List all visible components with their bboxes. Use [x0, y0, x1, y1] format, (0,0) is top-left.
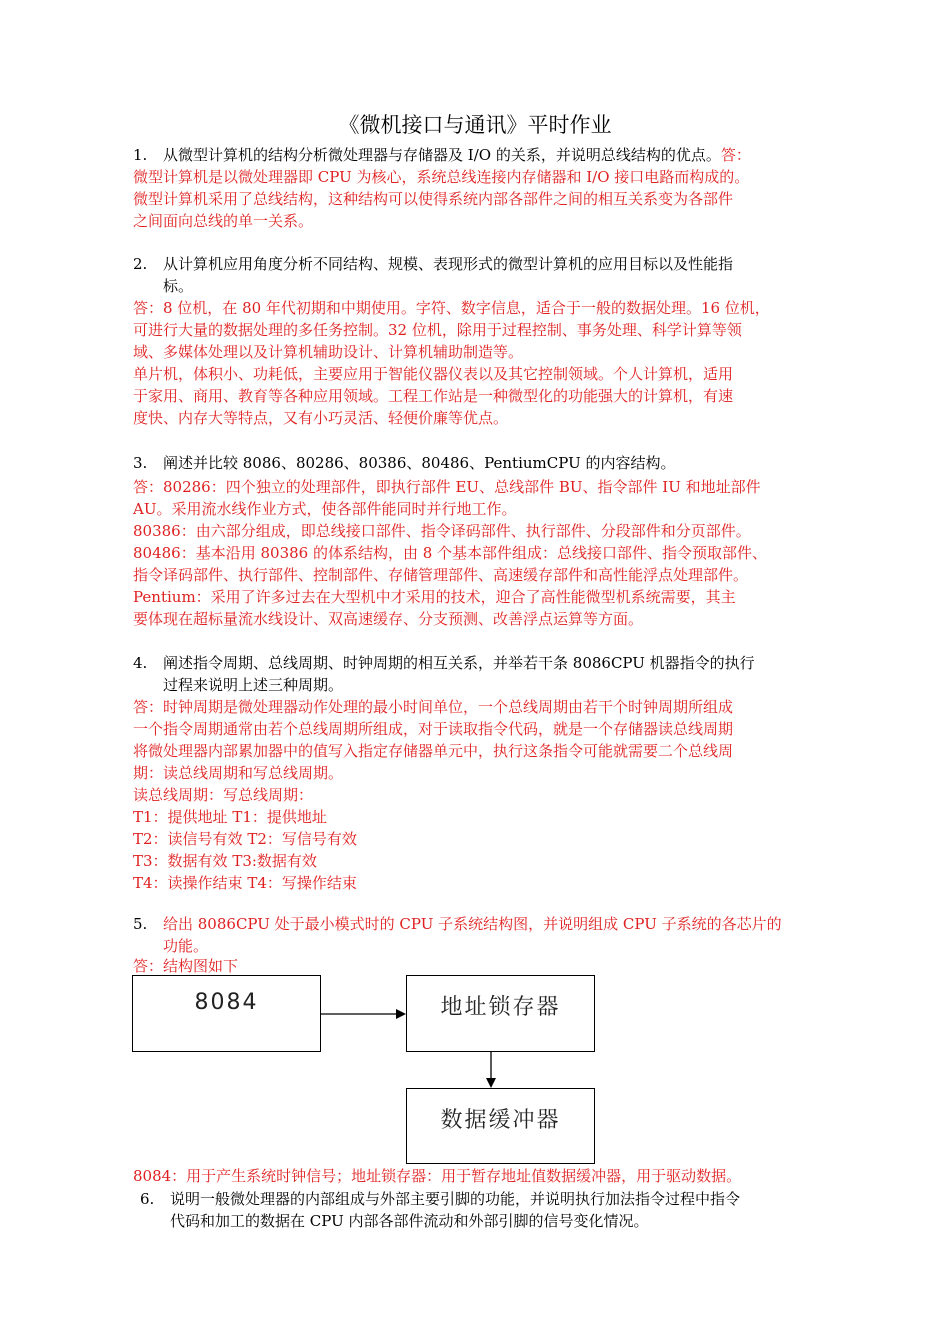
- answer-5-head: [133, 955, 833, 977]
- question-text-line: 功能。: [163, 937, 209, 955]
- document-title: 《微机接口与通讯》平时作业: [338, 113, 612, 137]
- question-text: 从微型计算机的结构分析微处理器与存储器及 I/O 的关系，并说明总线结构的优点。: [163, 146, 721, 164]
- answer-line: T2：读信号有效 T2：写信号有效: [133, 830, 357, 848]
- answer-5-tail: [133, 1165, 833, 1187]
- answer-line: 答：时钟周期是微处理器动作处理的最小时间单位，一个总线周期由若干个时钟周期所组成: [133, 698, 734, 716]
- question-number: 4.: [133, 654, 148, 672]
- answer-line: T1：提供地址 T1：提供地址: [133, 808, 327, 826]
- answer-line: 期：读总线周期和写总线周期。: [133, 764, 344, 782]
- diagram-box-label: 8084: [194, 990, 259, 1015]
- question-text-line: 说明一般微处理器的内部组成与外部主要引脚的功能，并说明执行加法指令过程中指令: [170, 1190, 741, 1208]
- question-1: [133, 144, 823, 166]
- diagram-box-label: 数据缓冲器: [440, 1108, 561, 1133]
- arrow-down-head: [486, 1078, 496, 1088]
- question-5: [133, 913, 823, 957]
- answer-1: [133, 166, 833, 232]
- answer-line: 80486：基本沿用 80386 的体系结构，由 8 个基本部件组成：总线接口部件、指令预取部件、: [133, 544, 768, 562]
- question-number: 5.: [133, 915, 148, 933]
- answer-line: Pentium：采用了许多过去在大型机中才采用的技术，迎合了高性能微型机系统需要，其主: [133, 588, 736, 606]
- answer-line: 8084：用于产生系统时钟信号；地址锁存器：用于暂存地址值数据缓冲器，用于驱动数据。: [133, 1167, 742, 1185]
- question-text-line: 阐述指令周期、总线周期、时钟周期的相互关系，并举若干条 8086CPU 机器指令的执行: [163, 654, 755, 672]
- question-text: 阐述并比较 8086、80286、80386、80486、PentiumCPU 的内容结构。: [163, 454, 676, 472]
- answer-line: 于家用、商用、教育等各种应用领域。工程工作站是一种微型化的功能强大的计算机，有速: [133, 387, 734, 405]
- answer-4: [133, 696, 833, 894]
- answer-line: T4：读操作结束 T4：写操作结束: [133, 874, 357, 892]
- question-text-line: 标。: [163, 277, 194, 295]
- answer-line: 域、多媒体处理以及计算机辅助设计、计算机辅助制造等。: [133, 343, 524, 361]
- question-number: 2.: [133, 255, 148, 273]
- answer-2: [133, 297, 833, 429]
- answer-line: 将微处理器内部累加器中的值写入指定存储器单元中，执行这条指令可能就需要二个总线周: [133, 742, 734, 760]
- answer-line: 指令译码部件、执行部件、控制部件、存储管理部件、高速缓存部件和高性能浮点处理部件。: [133, 566, 749, 584]
- answer-line: 可进行大量的数据处理的多任务控制。32 位机，除用于过程控制、事务处理、科学计算等领: [133, 321, 742, 339]
- answer-line: 要体现在超标量流水线设计、双高速缓存、分支预测、改善浮点运算等方面。: [133, 610, 644, 628]
- answer-line: 一个指令周期通常由若个总线周期所组成，对于读取指令代码，就是一个存储器读总线周期: [133, 720, 734, 738]
- answer-line: 单片机，体积小、功耗低，主要应用于智能仪器仪表以及其它控制领域。个人计算机，适用: [133, 365, 734, 383]
- arrow-right-head: [396, 1009, 406, 1019]
- diagram-box-label: 地址锁存器: [440, 995, 561, 1020]
- question-text-line: 给出 8086CPU 处于最小模式时的 CPU 子系统结构图，并说明组成 CPU 子系统的各芯片的: [163, 915, 782, 933]
- answer-line: 答：结构图如下: [133, 957, 239, 975]
- answer-line: T3：数据有效 T3:数据有效: [133, 852, 317, 870]
- question-6: [140, 1188, 830, 1232]
- question-text-line: 代码和加工的数据在 CPU 内部各部件流动和外部引脚的信号变化情况。: [170, 1212, 649, 1230]
- question-text-line: 过程来说明上述三种周期。: [163, 676, 344, 694]
- answer-line: AU。采用流水线作业方式，使各部件能同时并行地工作。: [133, 500, 517, 518]
- answer-line: 度快、内存大等特点，又有小巧灵活、轻便价廉等优点。: [133, 409, 509, 427]
- answer-line: 读总线周期：写总线周期：: [133, 786, 314, 804]
- answer-line: 微型计算机采用了总线结构，这种结构可以使得系统内部各部件之间的相互关系变为各部件: [133, 190, 734, 208]
- answer-line: 之间面向总线的单一关系。: [133, 212, 314, 230]
- question-number: 3.: [133, 454, 148, 472]
- question-2: [133, 253, 823, 297]
- cpu-subsystem-diagram: [132, 975, 602, 1165]
- answer-line: 答：80286：四个独立的处理部件，即执行部件 EU、总线部件 BU、指令部件 IU 和地址部件: [133, 478, 761, 496]
- question-text-line: 从计算机应用角度分析不同结构、规模、表现形式的微型计算机的应用目标以及性能指: [163, 255, 734, 273]
- question-4: [133, 652, 823, 696]
- answer-line: 微型计算机是以微处理器即 CPU 为核心，系统总线连接内存储器和 I/O 接口电路而构成的。: [133, 168, 750, 186]
- answer-label: 答：: [720, 146, 751, 164]
- answer-line: 80386：由六部分组成，即总线接口部件、指令译码部件、执行部件、分段部件和分页部件。: [133, 522, 751, 540]
- diagram-connectors: [132, 975, 602, 1165]
- answer-line: 答：8 位机，在 80 年代初期和中期使用。字符、数字信息，适合于一般的数据处理。16 位机，: [133, 299, 770, 317]
- question-number: 6.: [140, 1190, 155, 1208]
- answer-3: [133, 476, 833, 630]
- question-3: [133, 452, 823, 474]
- question-number: 1.: [133, 146, 148, 164]
